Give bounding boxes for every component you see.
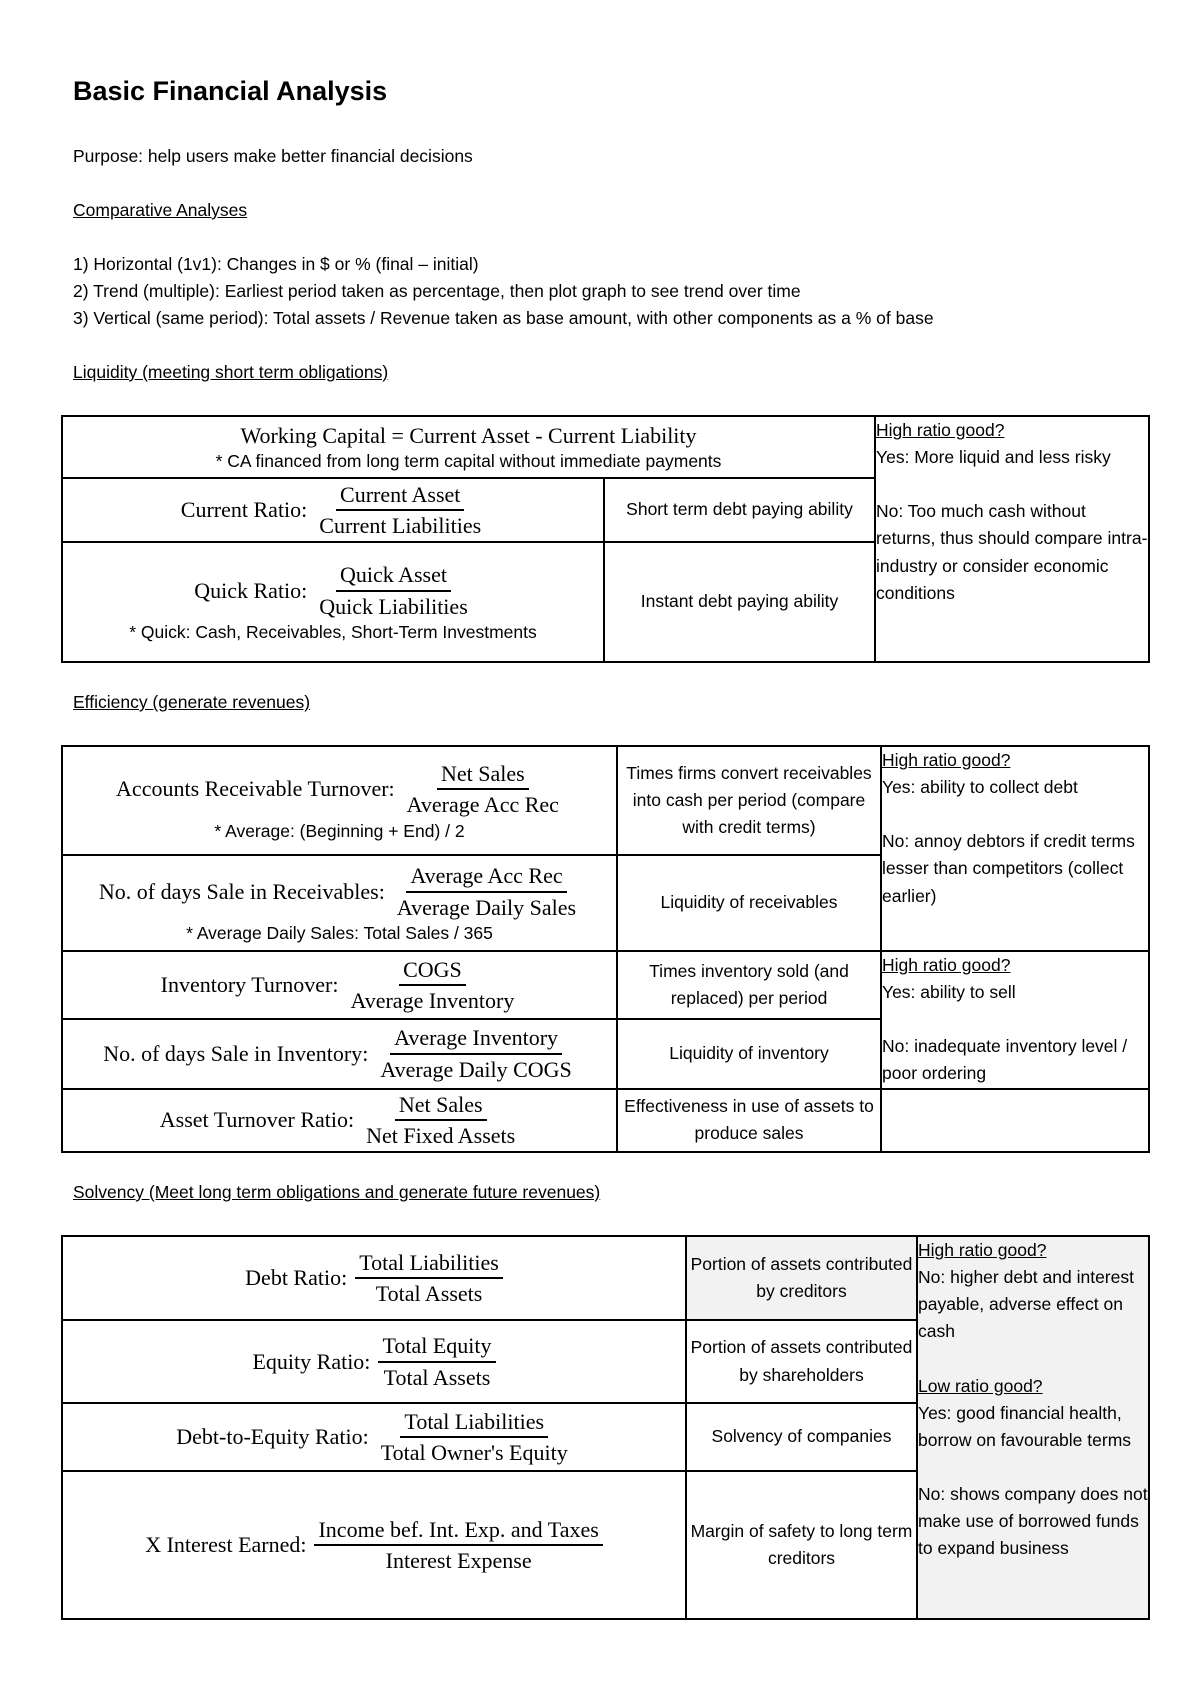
equity-ratio-denominator: Total Assets (383, 1364, 491, 1390)
asset-turnover-numerator: Net Sales (395, 1091, 487, 1122)
liquidity-yes: Yes: More liquid and less risky (876, 447, 1111, 468)
days-receivables-label: No. of days Sale in Receivables: (98, 878, 385, 904)
solvency-table (61, 1235, 1150, 1620)
inventory-turnover-numerator: COGS (399, 956, 466, 987)
current-ratio-numerator: Current Asset (336, 481, 464, 512)
days-inventory-label: No. of days Sale in Inventory: (103, 1040, 369, 1066)
ar-turnover-desc: Times firms convert receivables into cash per period (compare with credit terms) (617, 746, 881, 855)
de-ratio-cell (62, 1403, 686, 1471)
quick-ratio-label: Quick Ratio: (194, 577, 308, 603)
solvency-low-no: No: shows company does not make use of borrowed funds to expand business (918, 1483, 1148, 1559)
days-inventory-formula (63, 1024, 616, 1083)
comparative-item-2: 2) Trend (multiple): Earliest period taken as percentage, then plot graph to see trend over time (73, 281, 801, 301)
current-ratio-denominator: Current Liabilities (319, 513, 482, 538)
asset-turnover-empty-cell (881, 1089, 1149, 1152)
debt-ratio-label: Debt Ratio: (245, 1265, 348, 1290)
comparative-item-1: 1) Horizontal (1v1): Changes in $ or % (final – initial) (73, 254, 479, 274)
ar-turnover-numerator: Net Sales (437, 760, 529, 791)
quick-ratio-desc: Instant debt paying ability (604, 542, 875, 662)
asset-turnover-cell (62, 1089, 617, 1152)
comparative-item-3: 3) Vertical (same period): Total assets / Revenue taken as base amount, with other components as a % of base (73, 308, 934, 328)
ar-turnover-formula (63, 760, 616, 819)
receivables-yes: Yes: ability to collect debt (882, 777, 1078, 798)
solvency-high-question: High ratio good? (918, 1240, 1047, 1260)
inventory-turnover-label: Inventory Turnover: (160, 972, 339, 998)
quick-ratio-cell (62, 542, 604, 662)
days-receivables-fraction (393, 862, 580, 921)
interest-earned-desc: Margin of safety to long term creditors (686, 1471, 917, 1619)
interest-earned-denominator: Interest Expense (385, 1548, 532, 1573)
interest-earned-numerator: Income bef. Int. Exp. and Taxes (314, 1516, 602, 1547)
asset-turnover-label: Asset Turnover Ratio: (159, 1107, 355, 1132)
working-capital-note: * CA financed from long term capital without immediate payments (215, 450, 722, 471)
ar-turnover-denominator: Average Acc Rec (406, 792, 559, 817)
de-ratio-denominator: Total Owner's Equity (380, 1440, 568, 1465)
liquidity-question: High ratio good? (876, 420, 1005, 440)
days-receivables-note: * Average Daily Sales: Total Sales / 365 (186, 923, 493, 943)
days-inventory-fraction (376, 1024, 575, 1083)
ar-turnover-note: * Average: (Beginning + End) / 2 (214, 820, 465, 841)
current-ratio-desc: Short term debt paying ability (604, 478, 875, 542)
equity-ratio-formula (63, 1332, 685, 1391)
interest-earned-label: X Interest Earned: (145, 1532, 307, 1557)
interest-earned-formula (63, 1516, 685, 1575)
asset-turnover-denominator: Net Fixed Assets (366, 1123, 516, 1148)
inventory-turnover-fraction (346, 956, 518, 1015)
days-inventory-cell (62, 1019, 617, 1088)
solvency-assessment (917, 1236, 1149, 1619)
inventory-turnover-desc: Times inventory sold (and replaced) per period (617, 951, 881, 1019)
receivables-assessment (881, 746, 1149, 951)
current-ratio-cell (62, 478, 604, 542)
days-inventory-denominator: Average Daily COGS (380, 1056, 572, 1082)
solvency-low-question: Low ratio good? (918, 1375, 1043, 1396)
solvency-low-yes: Yes: good financial health, borrow on favourable terms (918, 1402, 1132, 1450)
debt-ratio-desc: Portion of assets contributed by creditors (686, 1236, 917, 1320)
interest-earned-fraction (314, 1516, 602, 1575)
days-receivables-formula (63, 862, 616, 921)
debt-ratio-formula (63, 1249, 685, 1308)
working-capital-formula: Working Capital = Current Asset - Current Liability (240, 422, 697, 448)
days-receivables-desc: Liquidity of receivables (617, 855, 881, 951)
quick-ratio-numerator: Quick Asset (336, 561, 451, 592)
de-ratio-fraction (377, 1408, 572, 1467)
inventory-no: No: inadequate inventory level / poor ordering (882, 1036, 1128, 1084)
solvency-heading: Solvency (Meet long term obligations and generate future revenues) (73, 1182, 601, 1202)
debt-ratio-denominator: Total Assets (375, 1281, 483, 1306)
quick-ratio-formula (63, 561, 603, 620)
liquidity-no: No: Too much cash without returns, thus should compare intra-industry or consider economic conditions (876, 501, 1148, 603)
inventory-yes: Yes: ability to sell (882, 982, 1016, 1003)
page-title: Basic Financial Analysis (73, 76, 388, 106)
ar-turnover-fraction (403, 760, 563, 819)
days-receivables-denominator: Average Daily Sales (396, 894, 577, 920)
equity-ratio-label: Equity Ratio: (252, 1348, 371, 1374)
equity-ratio-desc: Portion of assets contributed by shareholders (686, 1320, 917, 1403)
days-inventory-numerator: Average Inventory (390, 1024, 562, 1055)
de-ratio-numerator: Total Liabilities (400, 1408, 548, 1439)
asset-turnover-formula (63, 1091, 616, 1150)
asset-turnover-desc: Effectiveness in use of assets to produce sales (617, 1089, 881, 1152)
inventory-assessment (881, 951, 1149, 1089)
purpose-text: Purpose: help users make better financial decisions (73, 146, 473, 166)
working-capital-cell (62, 416, 875, 478)
current-ratio-fraction (315, 481, 485, 540)
equity-ratio-numerator: Total Equity (378, 1332, 495, 1363)
inventory-question: High ratio good? (882, 955, 1011, 975)
receivables-question: High ratio good? (882, 750, 1011, 770)
current-ratio-label: Current Ratio: (180, 497, 308, 522)
inventory-turnover-denominator: Average Inventory (350, 988, 515, 1014)
solvency-high-no: No: higher debt and interest payable, adverse effect on cash (918, 1267, 1134, 1342)
current-ratio-formula (63, 481, 603, 540)
receivables-no: No: annoy debtors if credit terms lesser than competitors (collect earlier) (882, 831, 1135, 906)
efficiency-heading: Efficiency (generate revenues) (73, 692, 311, 712)
days-receivables-numerator: Average Acc Rec (406, 862, 566, 893)
inventory-turnover-cell (62, 951, 617, 1019)
debt-ratio-numerator: Total Liabilities (355, 1249, 503, 1280)
quick-ratio-fraction (315, 561, 471, 620)
interest-earned-cell (62, 1471, 686, 1619)
quick-ratio-denominator: Quick Liabilities (319, 593, 468, 619)
quick-ratio-note: * Quick: Cash, Receivables, Short-Term Investments (129, 622, 537, 642)
equity-ratio-fraction (378, 1332, 495, 1391)
liquidity-assessment (875, 416, 1149, 662)
inventory-turnover-formula (63, 956, 616, 1015)
de-ratio-label: Debt-to-Equity Ratio: (176, 1424, 369, 1449)
de-ratio-formula (63, 1408, 685, 1467)
debt-ratio-cell (62, 1236, 686, 1320)
debt-ratio-fraction (355, 1249, 503, 1308)
liquidity-table (61, 415, 1150, 663)
liquidity-heading: Liquidity (meeting short term obligations) (73, 362, 389, 382)
comparative-heading: Comparative Analyses (73, 200, 248, 220)
days-receivables-cell (62, 855, 617, 951)
asset-turnover-fraction (362, 1091, 519, 1150)
ar-turnover-label: Accounts Receivable Turnover: (116, 776, 395, 801)
equity-ratio-cell (62, 1320, 686, 1403)
days-inventory-desc: Liquidity of inventory (617, 1019, 881, 1088)
de-ratio-desc: Solvency of companies (686, 1403, 917, 1471)
ar-turnover-cell (62, 746, 617, 855)
efficiency-table (61, 745, 1150, 1153)
